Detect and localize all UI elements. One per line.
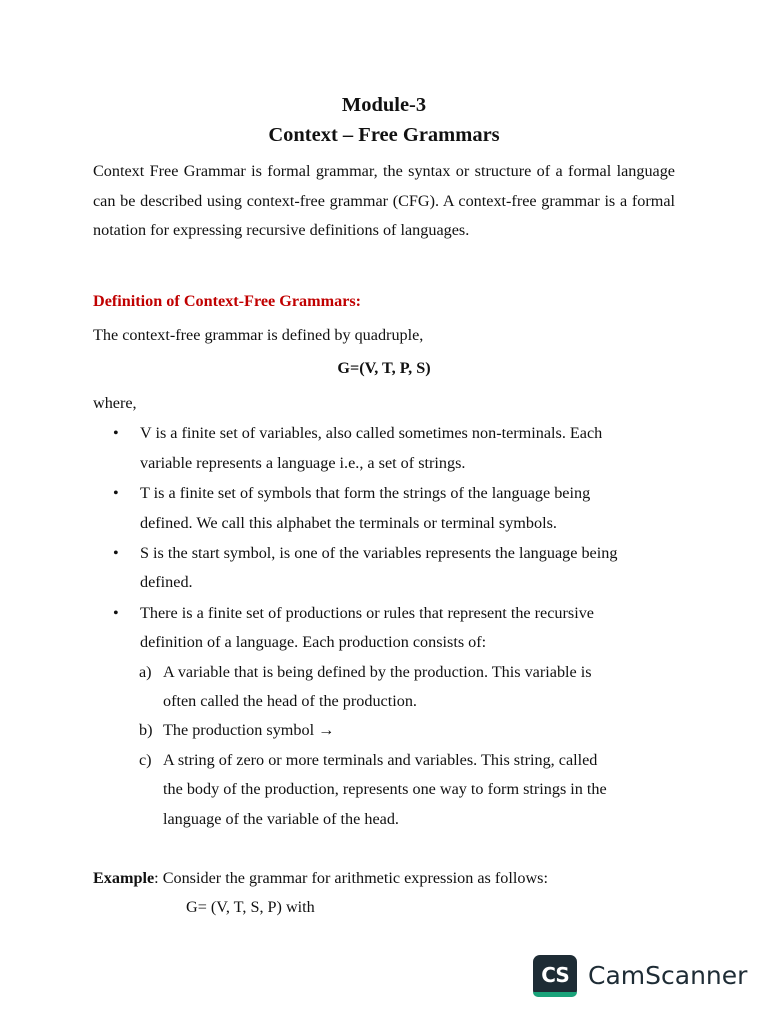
example-paragraph xyxy=(93,867,548,889)
sub-item-line: often called the head of the production. xyxy=(163,692,417,710)
bullet-marker: • xyxy=(113,604,119,622)
example-grammar: G= (V, T, S, P) with xyxy=(186,898,315,916)
bullet-marker: • xyxy=(113,424,119,442)
sub-item-line: The production symbol → xyxy=(163,721,335,739)
example-text: : Consider the grammar for arithmetic expression as follows: xyxy=(154,869,548,887)
camscanner-watermark xyxy=(533,955,748,1001)
camscanner-logo-icon xyxy=(533,955,577,997)
example-label: Example xyxy=(93,869,155,887)
sub-item-label: a) xyxy=(139,663,152,681)
formula: G=(V, T, P, S) xyxy=(337,359,431,377)
sub-item-line: A variable that is being defined by the production. This variable is xyxy=(163,663,592,681)
chapter-title: Context – Free Grammars xyxy=(268,124,500,146)
bullet-marker: • xyxy=(113,484,119,502)
intro-paragraph: Context Free Grammar is formal grammar, the syntax or structure of a formal language can be described using context-free grammar (CFG). A context-free grammar is a formal notation for expressing recursive definitions of languages. xyxy=(93,162,675,239)
sub-item-label: c) xyxy=(139,751,152,769)
sub-item-line: the body of the production, represents one way to form strings in the xyxy=(163,780,607,798)
definition-heading: Definition of Context-Free Grammars: xyxy=(93,292,362,310)
logo-accent-bar xyxy=(533,992,577,997)
bullet-line: defined. xyxy=(140,573,193,591)
sub-item-line: language of the variable of the head. xyxy=(163,810,399,828)
module-title: Module-3 xyxy=(341,94,427,116)
bullet-line: T is a finite set of symbols that form the strings of the language being xyxy=(140,484,591,502)
definition-lead: The context-free grammar is defined by quadruple, xyxy=(93,326,424,344)
sub-item-line: A string of zero or more terminals and variables. This string, called xyxy=(163,751,598,769)
camscanner-name: CamScanner xyxy=(588,961,748,990)
bullet-marker: • xyxy=(113,544,119,562)
sub-item-label: b) xyxy=(139,721,153,739)
where-label: where, xyxy=(93,394,137,412)
bullet-line: definition of a language. Each production consists of: xyxy=(140,633,487,651)
camscanner-logo-text: CS xyxy=(541,963,569,987)
bullet-line: There is a finite set of productions or rules that represent the recursive xyxy=(140,604,594,622)
bullet-line: S is the start symbol, is one of the variables represents the language being xyxy=(140,544,618,562)
bullet-line: V is a finite set of variables, also called sometimes non-terminals. Each xyxy=(140,424,603,442)
bullet-line: defined. We call this alphabet the terminals or terminal symbols. xyxy=(140,514,557,532)
bullet-line: variable represents a language i.e., a set of strings. xyxy=(140,454,466,472)
